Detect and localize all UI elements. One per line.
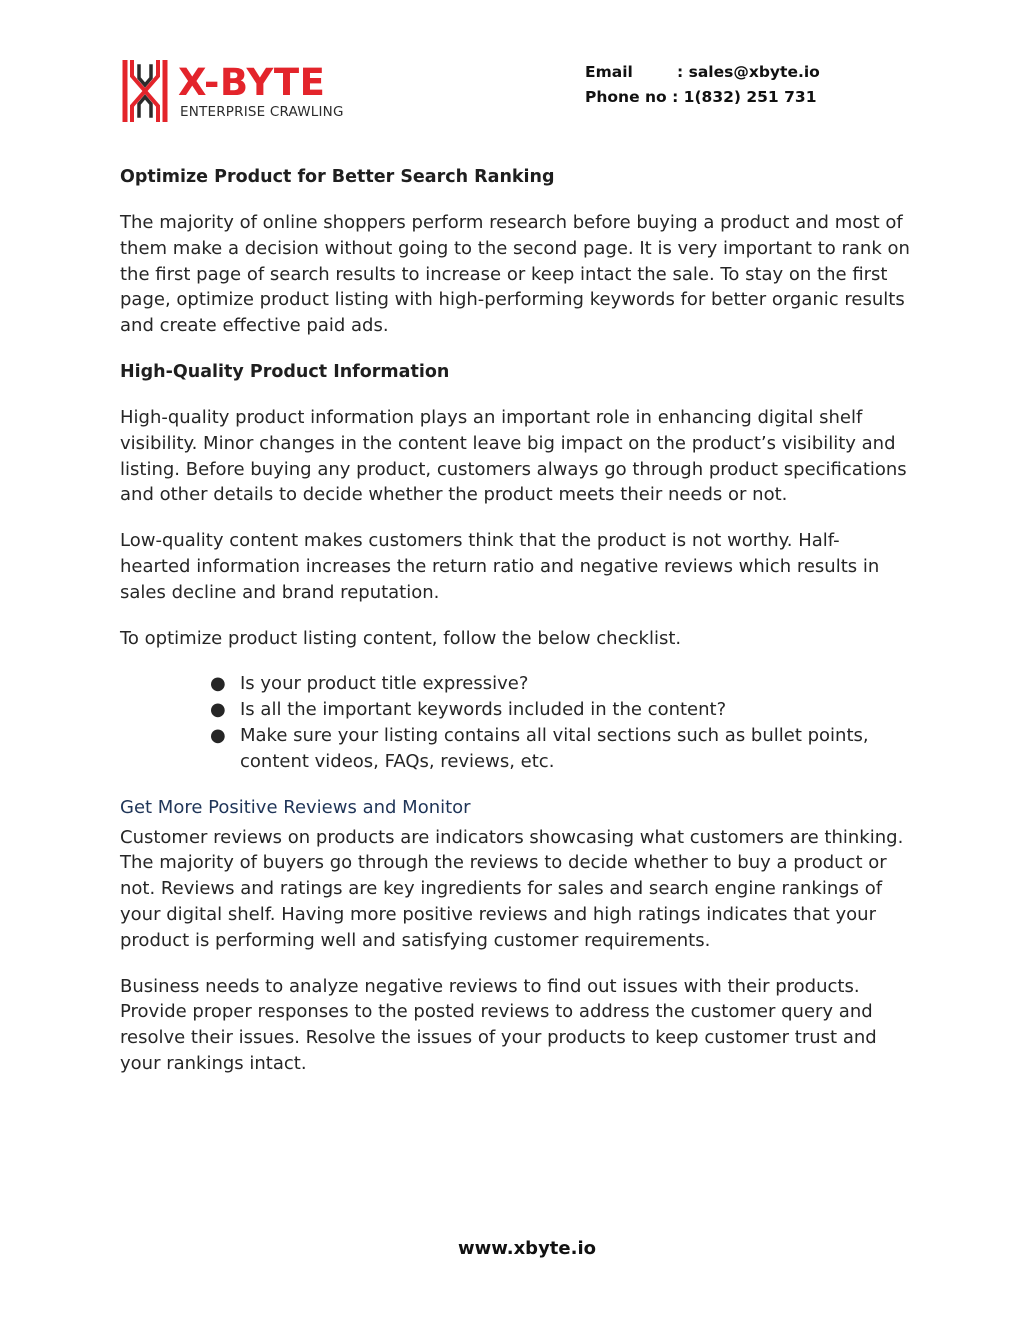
paragraph: Low-quality content makes customers think that the product is not worthy. Half-hearted information increases the return ratio and negative reviews which results in sales decline and brand reputation. [120,530,880,603]
section-heading-search-ranking: Optimize Product for Better Search Ranking [120,167,555,187]
phone-row [585,85,820,110]
contact-info [585,60,820,110]
paragraph: The majority of online shoppers perform research before buying a product and most of them make a decision without going to the second page. It is very important to rank on the first page of search results to increase or keep intact the sale. To stay on the first page, optimize product listing with high-performing keywords for better organic results and create effective paid ads. [120,212,910,337]
bullet-icon: ● [210,699,226,721]
list-item-text: Make sure your listing contains all vital sections such as bullet points, content videos, FAQs, reviews, etc. [240,724,869,772]
section-heading-positive-reviews: Get More Positive Reviews and Monitor [120,796,471,818]
email-value[interactable]: : sales@xbyte.io [677,63,820,81]
list-item [210,697,910,723]
list-item [210,671,910,697]
brand-tagline: ENTERPRISE CRAWLING [180,104,344,120]
paragraph: Customer reviews on products are indicators showcasing what customers are thinking. The majority of buyers go through the reviews to decide whether to buy a product or not. Reviews and ratings are key ingredients for sales and search engine rankings of your digital shelf. Having more positive reviews and high ratings indicates that your product is performing well and satisfying customer requirements. [120,826,904,951]
list-item [210,723,910,775]
bullet-icon: ● [210,673,226,695]
checklist [210,671,910,774]
paragraph: Business needs to analyze negative reviews to find out issues with their products. Provide proper responses to the posted reviews to address the customer query and resolve their issues. Resolve the issues of your products to keep customer trust and your rankings intact. [120,975,877,1074]
brand-name: X-BYTE [178,61,326,104]
document-body [120,164,910,1097]
company-logo [120,60,360,124]
email-row [585,60,820,85]
paragraph: High-quality product information plays an important role in enhancing digital shelf visibility. Minor changes in the content leave big impact on the product’s visibility and listing. Before buying any product, customers always go through product specifications and other details to decide whether the product meets their needs or not. [120,406,907,506]
section-heading-product-information: High-Quality Product Information [120,361,450,382]
footer [0,1238,1024,1259]
phone-label: Phone no [585,88,667,106]
bullet-icon: ● [210,724,226,746]
list-item-text: Is your product title expressive? [240,673,529,695]
phone-value: : 1(832) 251 731 [666,88,817,106]
list-item-text: Is all the important keywords included in the content? [240,699,727,721]
website-link[interactable]: www.xbyte.io [458,1238,596,1259]
x-byte-logo-mark-icon [120,60,170,122]
paragraph: To optimize product listing content, follow the below checklist. [120,627,682,649]
email-label: Email [585,63,633,81]
